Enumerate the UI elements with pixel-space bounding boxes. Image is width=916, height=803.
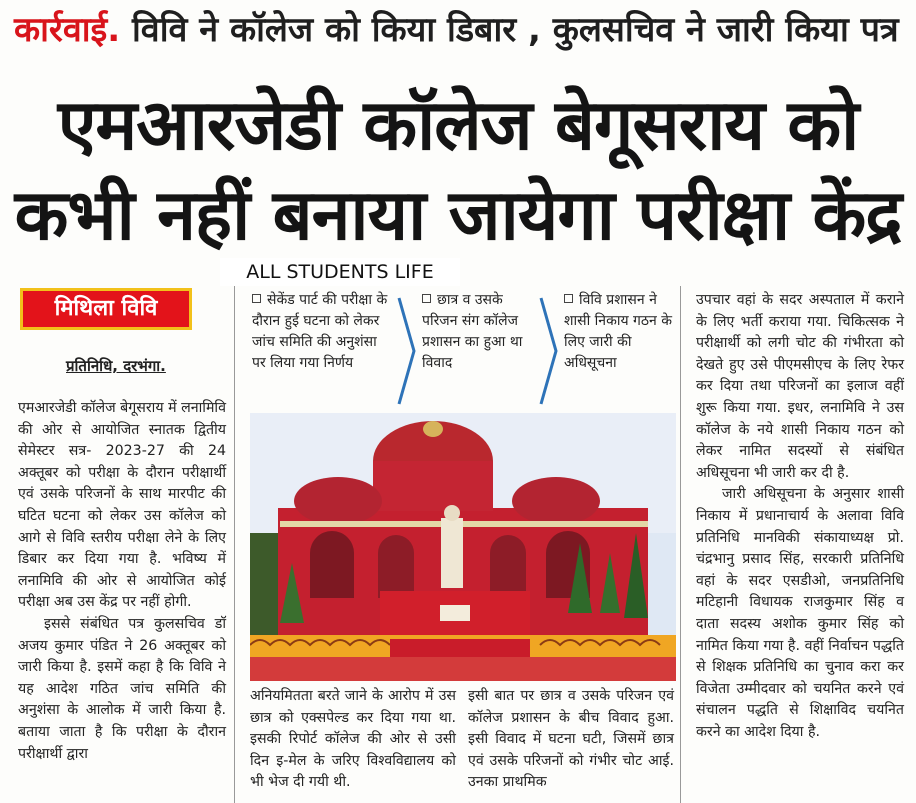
col1-paragraph-2: इससे संबंधित पत्र कुलसचिव डॉ अजय कुमार पंडित ने 26 अक्तूबर को जारी किया है. इसमें कहा है कि विवि ने यह आदेश गठित जांच समिति की अनुशंसा के आलोक में जारी किया है. बताया जाता है कि परीक्षा के दौरान परीक्षार्थी द्वारा <box>18 615 226 762</box>
column-1 <box>18 398 226 765</box>
column-3-bottom: इसी बात पर छात्र व उसके परिजन एवं कॉलेज प्रशासन के बीच विवाद हुआ. इसी विवाद में घटना घटी, जिसमें छात्र एवं उसके परिजनों को गंभीर चोट आई. उनका प्राथमिक <box>468 688 674 791</box>
col4-paragraph-2: जारी अधिसूचना के अनुसार शासी निकाय में प्रधानाचार्य के अलावा विवि प्रतिनिधि मानविकी संकायाध्यक्ष प्रो. चंद्रभानु प्रसाद सिंह, सरकारी प्रतिनिधि वहां के सदर एसडीओ, जनप्रतिनिधि मटिहानी विधायक राजकुमार सिंह व दाता सदस्य अशोक कुमार सिंह को नामित किया गया है. वहीं निर्वाचन पद्धति से शिक्षक प्रतिनिधि का चुनाव करा कर विजेता उम्मीदवार को चयनित करने एवं संचालन पद्धति से शिक्षाविद चयनित करने का आदेश दिया है. <box>696 486 904 740</box>
byline: प्रतिनिधि, दरभंगा. <box>66 357 166 375</box>
highlight-3 <box>564 290 676 402</box>
column-rule <box>234 286 235 803</box>
highlight-1-text: सेकेंड पार्ट की परीक्षा के दौरान हुई घटना को लेकर जांच समिति की अनुशंसा पर लिया गया निर्णय <box>252 292 388 371</box>
kicker-text: विवि ने कॉलेज को किया डिबार , कुलसचिव ने जारी किया पत्र <box>132 10 899 50</box>
checkbox-icon <box>422 294 431 303</box>
highlight-2-text: छात्र व उसके परिजन संग कॉलेज प्रशासन का हुआ था विवाद <box>422 292 523 371</box>
checkbox-icon <box>564 294 573 303</box>
checkbox-icon <box>252 294 261 303</box>
headline-line-1: एमआरजेडी कॉलेज बेगूसराय को <box>57 84 859 166</box>
chevron-icon <box>396 296 418 406</box>
highlight-3-text: विवि प्रशासन ने शासी निकाय गठन के लिए जारी की अधिसूचना <box>564 292 673 371</box>
headline-line-2: कभी नहीं बनाया जायेगा परीक्षा केंद्र <box>14 174 902 256</box>
kicker-label: कार्रवाई. <box>14 10 121 50</box>
col4-paragraph-1: उपचार वहां के सदर अस्पताल में कराने के लिए भर्ती कराया गया. चिकित्सक ने परीक्षार्थी को लगी चोट की गंभीरता को देखते हुए उसे पीएमसीएच के लिए रेफर कर दिया तथा परिजनों का इलाज वहीं शुरू किया गया. इधर, लनामिवि ने उस कॉलेज के नये शासी निकाय गठन को लेकर नामित सदस्यों से संबंधित अधिसूचना भी जारी कर दी है. <box>696 292 904 481</box>
col1-paragraph-1: एमआरजेडी कॉलेज बेगूसराय में लनामिवि की ओर से आयोजित स्नातक द्वितीय सेमेस्टर सत्र- 2023-27 की 24 अक्तूबर को परीक्षा के दौरान परीक्षार्थी एवं उसके परिजनों के साथ मारपीट की घटित घटना को लेकर उस कॉलेज को आगे से विवि स्तरीय परीक्षा लेने के लिए डिबार कर दिया गया है. भविष्य में लनामिवि की ओर से आयोजित कोई परीक्षा अब उस केंद्र पर नहीं होगी. <box>18 400 226 611</box>
kicker-line <box>14 4 904 56</box>
highlight-1 <box>252 290 394 402</box>
chevron-icon <box>538 296 560 406</box>
highlight-2 <box>422 290 540 402</box>
column-4 <box>696 290 904 743</box>
college-photo <box>250 413 676 681</box>
section-tag: मिथिला विवि <box>20 288 192 330</box>
column-2-bottom: अनियमितता बरते जाने के आरोप में उस छात्र को एक्सपेल्ड कर दिया गया था. इसकी रिपोर्ट कॉलेज की ओर से उसी दिन इ-मेल के जरिए विश्वविद्यालय को भी भेज दी गयी थी. <box>250 688 456 791</box>
watermark: ALL STUDENTS LIFE <box>220 258 460 286</box>
column-rule <box>680 286 681 803</box>
